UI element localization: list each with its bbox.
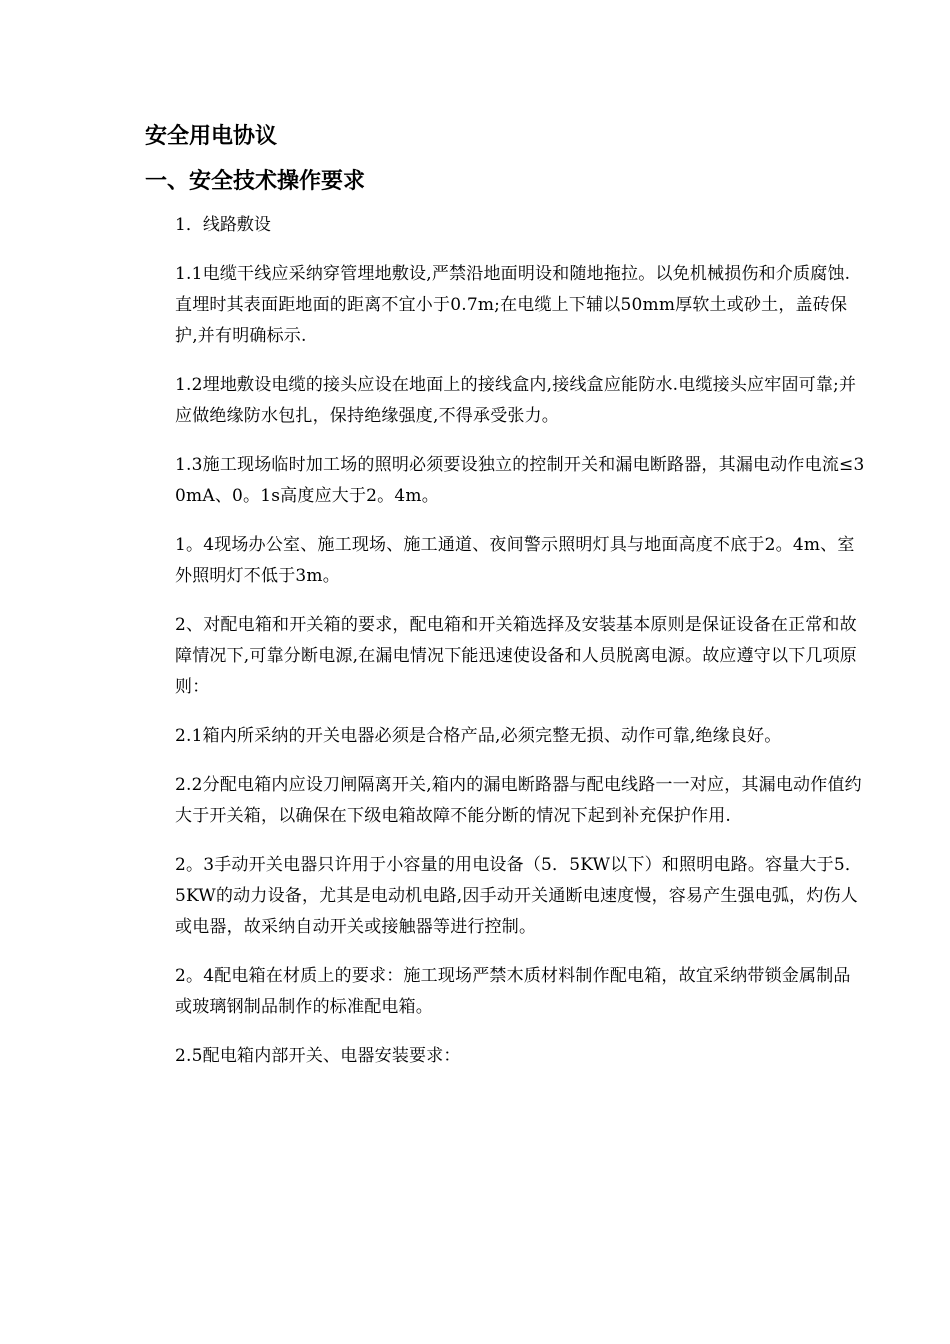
- paragraph: 1.1电缆干线应采纳穿管埋地敷设,严禁沿地面明设和随地拖拉。以免机械损伤和介质腐蚀.直埋时其表面距地面的距离不宜小于0.7m;在电缆上下辅以50mm厚软土或砂土，盖砖保护,并有明确标示.: [175, 264, 851, 346]
- paragraph: 2、对配电箱和开关箱的要求，配电箱和开关箱选择及安装基本原则是保证设备在正常和故障情况下,可靠分断电源,在漏电情况下能迅速使设备和人员脱离电源。故应遵守以下几项原则：: [175, 615, 858, 697]
- subheading: 1．线路敷设: [175, 215, 271, 235]
- paragraph: 1。4现场办公室、施工现场、施工通道、夜间警示照明灯具与地面高度不底于2。4m、室外照明灯不低于3m。: [175, 535, 855, 586]
- paragraph: 1.2埋地敷设电缆的接头应设在地面上的接线盒内,接线盒应能防水.电缆接头应牢固可靠;并应做绝缘防水包扎，保持绝缘强度,不得承受张力。: [175, 375, 857, 426]
- paragraph: 1.3施工现场临时加工场的照明必须要设独立的控制开关和漏电断路器，其漏电动作电流≤30mA、0。1s高度应大于2。4m。: [175, 455, 865, 506]
- paragraph: 2.2分配电箱内应设刀闸隔离开关,箱内的漏电断路器与配电线路一一对应，其漏电动作值约大于开关箱，以确保在下级电箱故障不能分断的情况下起到补充保护作用.: [175, 775, 862, 826]
- document-title: 安全用电协议: [145, 124, 278, 149]
- paragraph: 2。3手动开关电器只许用于小容量的用电设备（5．5KW以下）和照明电路。容量大于5．5KW的动力设备，尤其是电动机电路,因手动开关通断电速度慢，容易产生强电弧，灼伤人或电器，故采纳自动开关或接触器等进行控制。: [175, 855, 863, 937]
- document-body: [175, 210, 865, 1072]
- paragraph: 2。4配电箱在材质上的要求：施工现场严禁木质材料制作配电箱，故宜采纳带锁金属制品或玻璃钢制品制作的标准配电箱。: [175, 966, 851, 1017]
- paragraph: 2.1箱内所采纳的开关电器必须是合格产品,必须完整无损、动作可靠,绝缘良好。: [175, 726, 782, 746]
- section-heading: 一、安全技术操作要求: [145, 169, 366, 194]
- paragraph: 2.5配电箱内部开关、电器安装要求：: [175, 1046, 461, 1066]
